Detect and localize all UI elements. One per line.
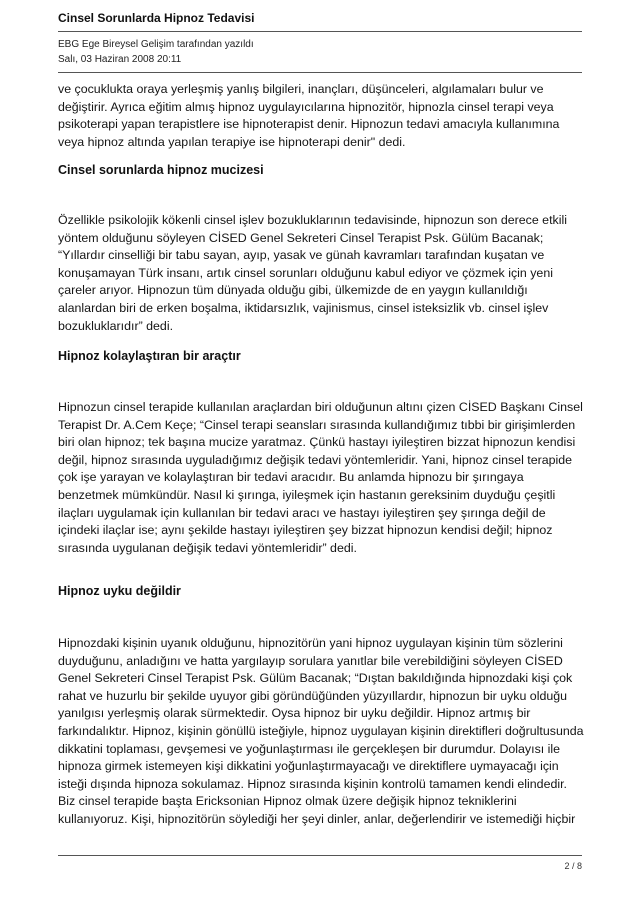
paragraph-line: Biz cinsel terapide başta Ericksonian Hipnoz olmak üzere değişik hipnoz tekniklerini xyxy=(58,794,517,809)
paragraph-line: kullanıyoruz. Kişi, hipnozitörün söylediği her şeyi dinler, anlar, değerlendirir ve istemediği hiçbir xyxy=(58,811,576,826)
section2-paragraph xyxy=(58,399,590,557)
section-heading-kolaylastiran-arac: Hipnoz kolaylaştıran bir araçtır xyxy=(58,349,241,363)
document-title: Cinsel Sorunlarda Hipnoz Tedavisi xyxy=(58,11,255,25)
paragraph-line: sırasında uygulanan değişik tedavi yöntemleridir” dedi. xyxy=(58,540,357,555)
paragraph-line: konuşamayan Türk insanı, artık cinsel sorunları olduğunu kabul ediyor ve çözmek için yeni xyxy=(58,265,553,280)
paragraph-line: çareler arıyor. Hipnozun tüm dünyada olduğu gibi, ülkemizde de en yaygın kullanıldığı xyxy=(58,283,528,298)
paragraph-line: ilaçları uygulamak için kullanılan bir tedavi aracı ve hastayı iyileştiren şey şırınga değil de xyxy=(58,505,546,520)
page-header xyxy=(58,11,582,26)
article-meta xyxy=(58,37,254,67)
paragraph-line: yöntem olduğunu söyleyen CİSED Genel Sekreteri Cinsel Terapist Psk. Gülüm Bacanak; xyxy=(58,230,544,245)
page-number: 2 / 8 xyxy=(564,861,582,871)
paragraph-line: Genel Sekreteri Cinsel Terapist Psk. Gülüm Bacanak; “Dıştan bakıldığında hipnozdaki kişi çok xyxy=(58,671,573,686)
paragraph-line: içindeki ilaçlar ise; aynı şekilde hastayı iyileştiren şey bizzat hipnozun kendisi değil; hipnoz xyxy=(58,523,553,538)
paragraph-line: rahat ve huzurlu bir şekilde uyuyor gibi göründüğünden yüzyıllardır, hipnozun bir uyku olduğu xyxy=(58,688,568,703)
paragraph-line: benzetmek mümkündür. Nasıl ki şırınga, iyileşmek için hastanın gereksinim duyduğu çeşitli xyxy=(58,487,556,502)
paragraph-line: ve çocuklukta oraya yerleşmiş yanlış bilgileri, inançları, düşünceleri, algılamaları bulur ve xyxy=(58,82,544,96)
paragraph-line: alanlardan biri de erken boşalma, iktidarsızlık, vajinismus, cinsel isteksizlik vb. cinsel işlev xyxy=(58,300,549,315)
section1-paragraph xyxy=(58,212,590,335)
intro-paragraph xyxy=(58,81,590,151)
paragraph-line: veya hipnoz altında yapılan terapiye ise hipnoterapi denir" dedi. xyxy=(58,134,406,149)
paragraph-line: biri olan hipnoz; tek başına mucize yaratmaz. Çünkü hastayı iyileştiren bizzat hipnozun kendisi xyxy=(58,435,576,450)
paragraph-line: dikkatini toplaması, gevşemesi ve yoğunlaştırması ile gerçekleşen bir durumdur. Dolayısı ile xyxy=(58,741,561,756)
paragraph-line: değiştirir. Ayrıca eğitim almış hipnoz uygulayıcılarına hipnozitör, hipnozla cinsel terapi veya xyxy=(58,99,554,114)
paragraph-line: bozukluklarıdır” dedi. xyxy=(58,318,174,333)
paragraph-line: hipnoza girmek istemeyen kişi dikkatini yoğunlaştırmayacağı ve direktiflere uymayacağı için xyxy=(58,759,559,774)
paragraph-line: farkındalıktır. Hipnoz, kişinin gönüllü isteğiyle, hipnoz uygulayan kişinin direktifleri doğrultusunda xyxy=(58,723,584,738)
section-heading-uyku-degildir: Hipnoz uyku değildir xyxy=(58,584,181,598)
paragraph-line: değil, hipnoz sırasında uyguladığımız değişik tedavi yöntemleridir. Yani, hipnoz cinsel terapide xyxy=(58,452,573,467)
section-heading-hipnoz-mucizesi: Cinsel sorunlarda hipnoz mucizesi xyxy=(58,163,264,177)
paragraph-line: yanılgısı yerleşmiş olarak sürmektedir. Oysa hipnoz bir uyku değildir. Hipnoz artmış bir xyxy=(58,706,531,721)
paragraph-line: Hipnozun cinsel terapide kullanılan araçlardan biri olduğunun altını çizen CİSED Başkanı Cinsel xyxy=(58,400,583,414)
paragraph-line: çok işe yarayan ve kolaylaştıran bir tedavi aracıdır. Bu anlamda hipnozu bir şırıngaya xyxy=(58,470,524,485)
paragraph-line: duyduğunu, anladığını ve hatta yargılayıp sorulara yanıtlar bile verebildiğini söyleyen CİSED xyxy=(58,653,563,668)
header-divider xyxy=(58,31,582,32)
paragraph-line: Özellikle psikolojik kökenli cinsel işlev bozukluklarının tedavisinde, hipnozun son derece etkili xyxy=(58,213,567,227)
meta-divider xyxy=(58,72,582,73)
date-line: Salı, 03 Haziran 2008 20:11 xyxy=(58,54,182,65)
section3-paragraph xyxy=(58,635,590,829)
paragraph-line: isteği dışında hipnoza sokulamaz. Hipnoz sırasında kişinin kontrolü tamamen kendi elindedir. xyxy=(58,776,567,791)
paragraph-line: Terapist Dr. A.Cem Keçe; “Cinsel terapi seansları sırasında kullandığımız tıbbi bir girişimlerden xyxy=(58,417,576,432)
footer-divider xyxy=(58,855,582,856)
author-line: EBG Ege Bireysel Gelişim tarafından yazıldı xyxy=(58,39,254,50)
paragraph-line: “Yıllardır cinselliği bir tabu sayan, ayıp, yasak ve günah kavramları tarafından kuşatan ve xyxy=(58,248,545,263)
paragraph-line: Hipnozdaki kişinin uyanık olduğunu, hipnozitörün yani hipnoz uygulayan kişinin tüm sözlerini xyxy=(58,636,563,650)
paragraph-line: psikoterapi yapan terapistlere ise hipnoterapist denir. Hipnozun tedavi amacıyla kullanımına xyxy=(58,117,560,132)
